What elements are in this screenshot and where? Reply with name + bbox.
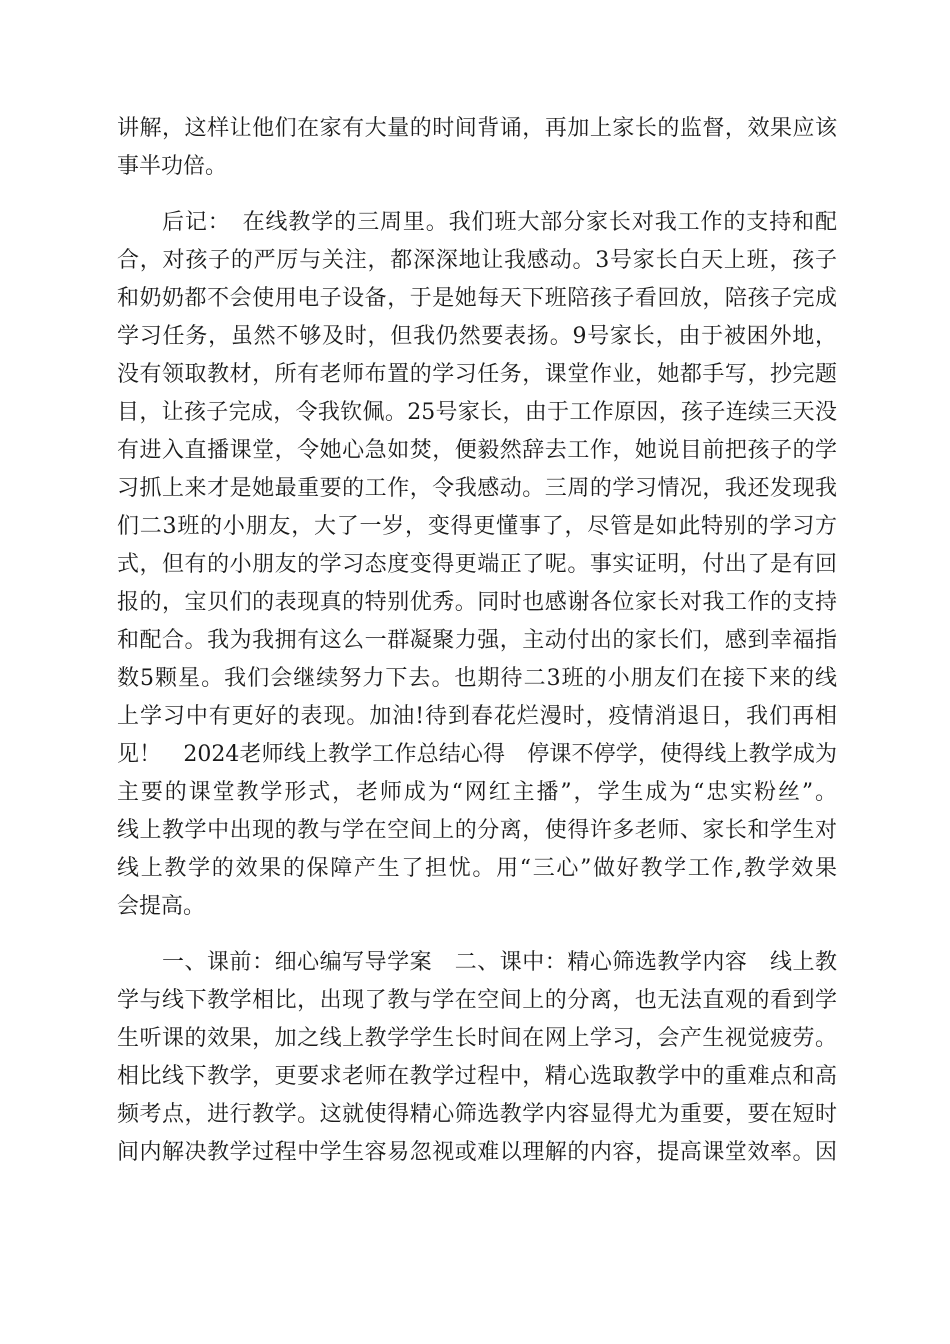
text-line: 频考点，进行教学。这就使得精心筛选教学内容显得尤为重要，要在短时: [117, 1102, 837, 1127]
text-line: 见！ 2024老师线上教学工作总结心得 停课不停学，使得线上教学成为: [117, 742, 837, 767]
text-line: 会提高。: [117, 894, 206, 919]
text-line: 习抓上来才是她最重要的工作，令我感动。三周的学习情况，我还发现我: [117, 476, 837, 501]
text-line: 线上教学中出现的教与学在空间上的分离，使得许多老师、家长和学生对: [117, 818, 837, 843]
text-line: 们二3班的小朋友，大了一岁，变得更懂事了，尽管是如此特别的学习方: [117, 514, 837, 539]
text-line: 和配合。我为我拥有这么一群凝聚力强，主动付出的家长们，感到幸福指: [117, 628, 837, 653]
text-line: 和奶奶都不会使用电子设备，于是她每天下班陪孩子看回放，陪孩子完成: [117, 286, 837, 311]
text-line: 线上教学的效果的保障产生了担忧。用“三心”做好教学工作,教学效果: [117, 856, 837, 881]
text-line: 数5颗星。我们会继续努力下去。也期待二3班的小朋友们在接下来的线: [117, 666, 837, 691]
text-line: 间内解决教学过程中学生容易忽视或难以理解的内容，提高课堂效率。因: [117, 1140, 837, 1165]
text-line: 生听课的效果，加之线上教学学生长时间在网上学习，会产生视觉疲劳。: [117, 1026, 837, 1051]
text-line: 目，让孩子完成，令我钦佩。25号家长，由于工作原因，孩子连续三天没: [117, 400, 837, 425]
text-line: 事半功倍。: [117, 154, 228, 179]
text-line: 有进入直播课堂，令她心急如焚，便毅然辞去工作，她说目前把孩子的学: [117, 438, 837, 463]
text-line: 学习任务，虽然不够及时，但我仍然要表扬。9号家长，由于被困外地，: [117, 324, 837, 349]
text-line: 式，但有的小朋友的学习态度变得更端正了呢。事实证明，付出了是有回: [117, 552, 837, 577]
text-line: 合，对孩子的严厉与关注，都深深地让我感动。3号家长白天上班，孩子: [117, 248, 837, 273]
text-line: 相比线下教学，更要求老师在教学过程中，精心选取教学中的重难点和高: [117, 1064, 837, 1089]
text-line: 讲解，这样让他们在家有大量的时间背诵，再加上家长的监督，效果应该: [117, 116, 837, 141]
text-line: 没有领取教材，所有老师布置的学习任务，课堂作业，她都手写，抄完题: [117, 362, 837, 387]
text-line: 学与线下教学相比，出现了教与学在空间上的分离，也无法直观的看到学: [117, 988, 837, 1013]
text-line: 上学习中有更好的表现。加油!待到春花烂漫时，疫情消退日，我们再相: [117, 704, 837, 729]
text-line: 主要的课堂教学形式，老师成为“网红主播”，学生成为“忠实粉丝”。: [117, 780, 837, 805]
paragraph-first-line: 后记： 在线教学的三周里。我们班大部分家长对我工作的支持和配: [162, 210, 837, 235]
paragraph-first-line: 一、课前：细心编写导学案 二、课中：精心筛选教学内容 线上教: [162, 950, 837, 975]
text-line: 报的，宝贝们的表现真的特别优秀。同时也感谢各位家长对我工作的支持: [117, 590, 837, 615]
